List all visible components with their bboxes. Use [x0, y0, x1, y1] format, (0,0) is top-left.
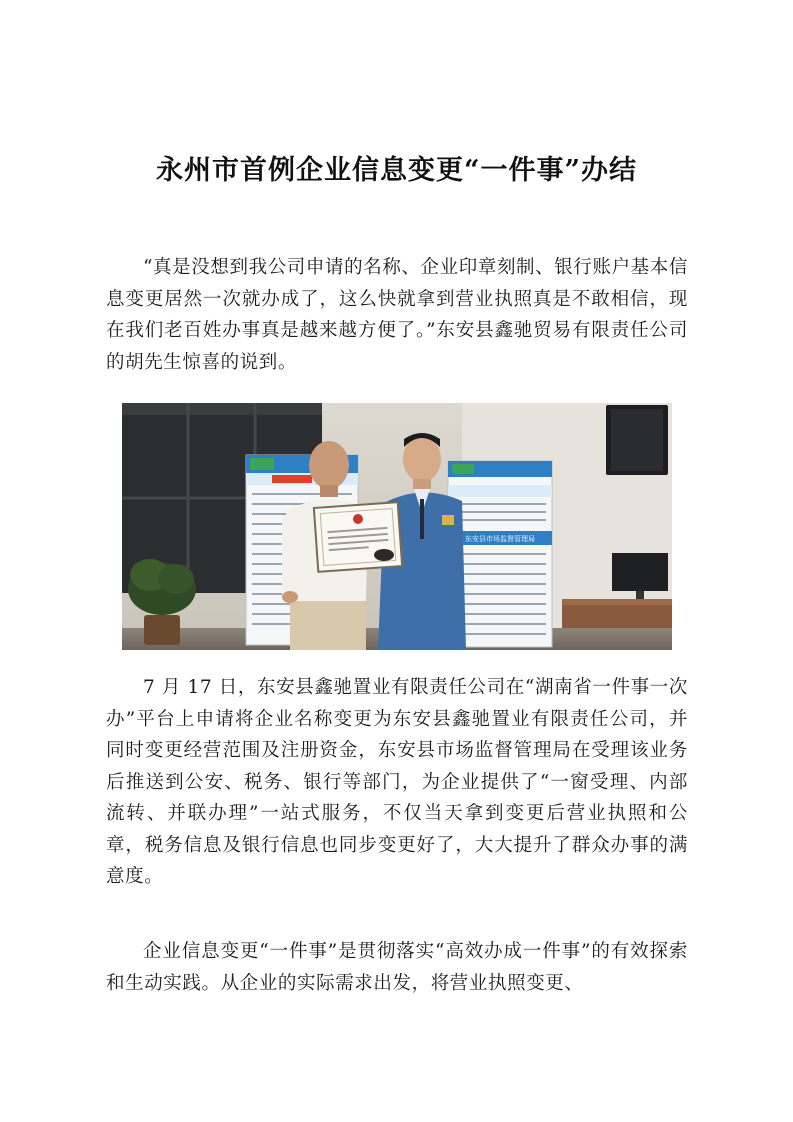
paragraph-summary: 企业信息变更“一件事”是贯彻落实“高效办成一件事”的有效探索和生动实践。从企业的实际需求出发，将营业执照变更、	[106, 941, 688, 994]
article-title: 永州市首例企业信息变更“一件事”办结	[155, 155, 638, 186]
business-license-certificate	[314, 502, 402, 572]
paragraph-case: 7 月 17 日，东安县鑫驰置业有限责任公司在“湖南省一件事一次办”平台上申请将企业名称变更为东安县鑫驰置业有限责任公司，并同时变更经营范围及注册资金，东安县市场监督管理局在受理该业务后推送到公安、税务、银行等部门，为企业提供了“一窗受理、内部流转、并联办理”一站式服务，不仅当天拿到变更后营业执照和公章，税务信息及银行信息也同步变更好了，大大提升了群众办事的满意度。	[106, 677, 688, 887]
banner-right-text: 东安县市场监督管理局	[465, 535, 535, 543]
news-photo	[122, 403, 672, 650]
paragraph-quote: “真是没想到我公司申请的名称、企业印章刻制、银行账户基本信息变更居然一次就办成了，这么快就拿到营业执照真是不敢相信，现在我们老百姓办事真是越来越方便了。”东安县鑫驰贸易有限责任公司的胡先生惊喜的说到。	[106, 257, 688, 373]
